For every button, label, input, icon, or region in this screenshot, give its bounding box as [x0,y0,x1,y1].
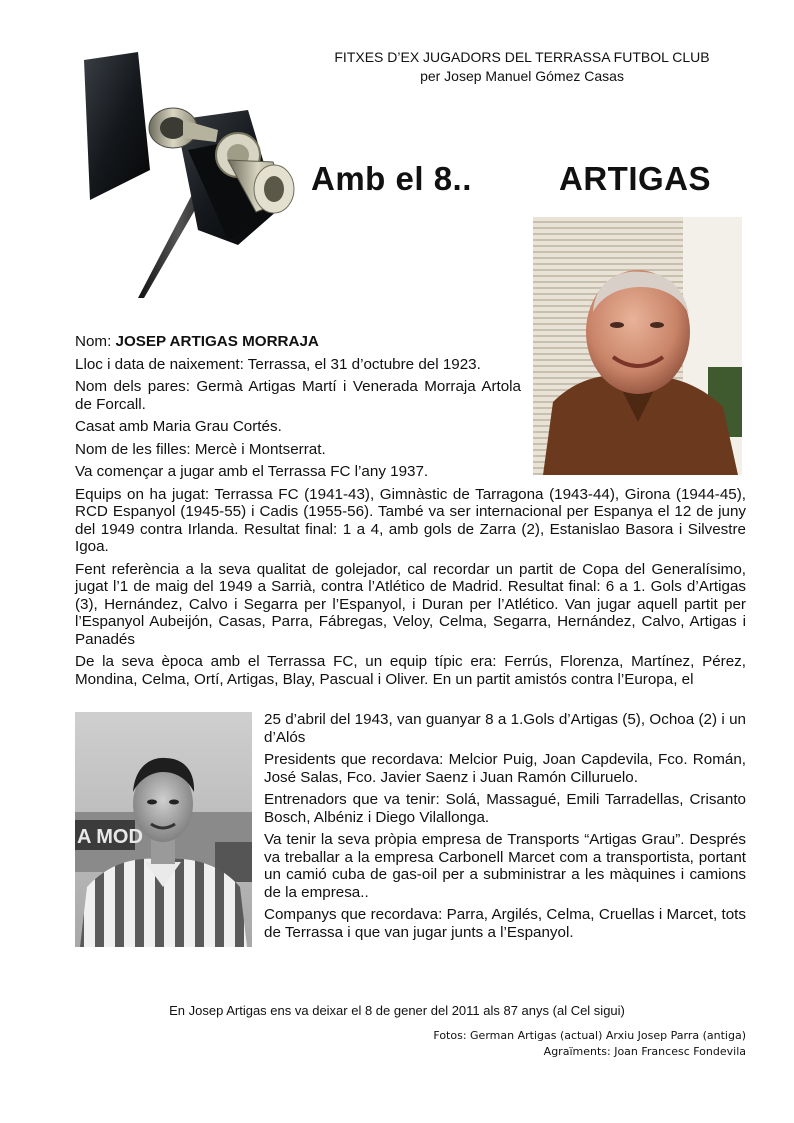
loudspeaker-illustration [78,50,298,300]
header-title: FITXES D’EX JUGADORS DEL TERRASSA FUTBOL CLUB [334,49,710,65]
bio-company: Va tenir la seva pròpia empresa de Transports “Artigas Grau”. Després va treballar a la empresa Carbonell Marcet com a transportista, portant un camió cuba de gas-oil per a subministrar a les màquines i camions de la empresa.. [264,831,746,901]
vintage-sign-text: A MOD [77,826,143,848]
bio-parents: Nom dels pares: Germà Artigas Martí i Venerada Morraja Artola de Forcall. [75,378,521,413]
bio-married: Casat amb Maria Grau Cortés. [75,418,282,435]
bio-coaches: Entrenadors que va tenir: Solá, Massagué, Emili Tarradellas, Crisanto Bosch, Albéniz i Diego Vilallonga. [264,791,746,826]
bio-era: De la seva època amb el Terrassa FC, un equip típic era: Ferrús, Florenza, Martínez, Pérez, Mondina, Celma, Ortí, Artigas, Blay, Pascual i Oliver. En un partit amistós contra l’Europa, el [75,653,746,688]
footer-photo-credits: Fotos: German Artigas (actual) Arxiu Josep Parra (antiga) [433,1029,746,1042]
bio-name-label: Nom: [75,333,116,350]
footer-obituary: En Josep Artigas ens va deixar el 8 de gener del 2011 als 87 anys (al Cel sigui) [169,1003,625,1018]
footer-thanks: Agraïments: Joan Francesc Fondevila [543,1045,746,1058]
bio-birth: Lloc i data de naixement: Terrassa, el 31 d’octubre del 1923. [75,355,481,373]
bio-presidents: Presidents que recordava: Melcior Puig, Joan Capdevila, Fco. Román, José Salas, Fco. Javier Saenz i Juan Ramón Cilluruelo. [264,751,746,786]
biography-continued [264,711,746,946]
footer-credits [433,1028,746,1060]
bio-name [75,333,521,351]
bio-era-cont: 25 d’abril del 1943, van guanyar 8 a 1.Gols d’Artigas (5), Ochoa (2) i un d’Alós [264,711,746,746]
title-number: Amb el 8.. [311,160,472,197]
bio-teammates: Companys que recordava: Parra, Argilés, Celma, Cruellas i Marcet, tots de Terrassa i que van jugar junts a l’Espanyol. [264,906,746,941]
bio-name-value: JOSEP ARTIGAS MORRAJA [115,333,319,350]
title-player-name: ARTIGAS [559,160,711,197]
biography [75,333,746,688]
header-author: per Josep Manuel Gómez Casas [420,68,624,84]
portrait-photo-vintage [75,712,252,947]
bio-scorer: Fent referència a la seva qualitat de golejador, cal recordar un partit de Copa del Generalísimo, jugat l’1 de maig del 1949 a Sarrià, contra l’Atlético de Madrid. Resultat final: 6 a 1. Gols d’Artigas (3), Hernández, Calvo i Segarra per l’Espanyol, i Duran per l’Atlético. Van jugar aquell partit per l’Espanyol Aubeijón, Casas, Parra, Fábregas, Veloy, Celma, Segarra, Hernández, Calvo, Artigas i Panadés [75,560,746,648]
bio-started: Va començar a jugar amb el Terrassa FC l’any 1937. [75,463,429,480]
bio-daughters: Nom de les filles: Mercè i Montserrat. [75,440,326,458]
megaphone-icon [78,50,298,300]
bio-teams: Equips on ha jugat: Terrassa FC (1941-43), Gimnàstic de Tarragona (1943-44), Girona (1944-45), RCD Espanyol (1945-55) i Cadis (1955-56). També va ser internacional per Espanya el 12 de juny del 1949 contra Irlanda. Resultat final: 1 a 4, amb gols de Zarra (2), Estanislao Basora i Silvestre Igoa. [75,485,746,555]
